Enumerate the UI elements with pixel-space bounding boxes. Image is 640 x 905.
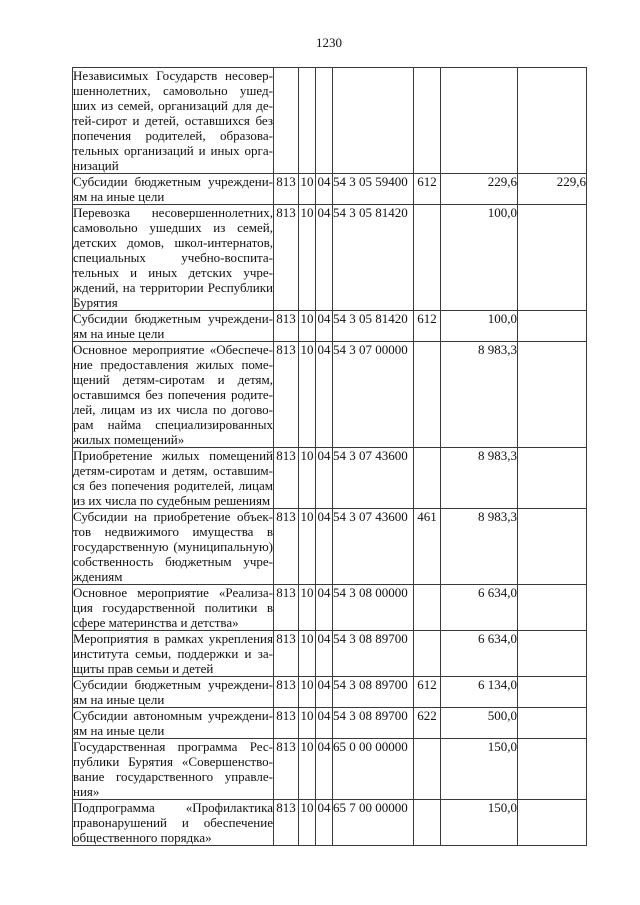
- cell-razdel: 10: [299, 174, 316, 205]
- cell-amount: 8 983,3: [441, 509, 518, 585]
- cell-csr: [333, 68, 414, 174]
- cell-razdel: 10: [299, 677, 316, 708]
- cell-csr: 54 3 05 59400: [333, 174, 414, 205]
- cell-amount2: [518, 342, 587, 448]
- cell-razdel: 10: [299, 800, 316, 846]
- cell-amount2: 229,6: [518, 174, 587, 205]
- cell-csr: 54 3 07 43600: [333, 509, 414, 585]
- cell-amount: [441, 68, 518, 174]
- cell-amount: 6 134,0: [441, 677, 518, 708]
- cell-csr: 54 3 08 89700: [333, 708, 414, 739]
- table-row: [73, 509, 587, 585]
- table-row: [73, 174, 587, 205]
- table-row: [73, 342, 587, 448]
- cell-vr: [414, 800, 441, 846]
- cell-amount: 100,0: [441, 205, 518, 311]
- cell-grbs: 813: [274, 677, 299, 708]
- cell-name: Субсидии на приобретение объектов недвижимого имущества в государственную (муниципальную) собственность бюджетным учреждениям: [73, 509, 273, 584]
- cell-podrazdel: 04: [316, 174, 333, 205]
- cell-grbs: [274, 68, 299, 174]
- cell-grbs: 813: [274, 174, 299, 205]
- cell-csr: 54 3 05 81420: [333, 205, 414, 311]
- cell-amount: 8 983,3: [441, 448, 518, 509]
- cell-amount: 150,0: [441, 800, 518, 846]
- cell-grbs: 813: [274, 708, 299, 739]
- cell-razdel: 10: [299, 509, 316, 585]
- cell-amount: 229,6: [441, 174, 518, 205]
- cell-vr: [414, 631, 441, 677]
- cell-grbs: 813: [274, 585, 299, 631]
- cell-amount: 100,0: [441, 311, 518, 342]
- cell-vr: [414, 585, 441, 631]
- cell-grbs: 813: [274, 509, 299, 585]
- cell-vr: 612: [414, 677, 441, 708]
- cell-podrazdel: 04: [316, 509, 333, 585]
- cell-grbs: 813: [274, 448, 299, 509]
- cell-amount: 8 983,3: [441, 342, 518, 448]
- cell-amount2: [518, 677, 587, 708]
- cell-amount2: [518, 509, 587, 585]
- budget-table: [72, 67, 587, 846]
- cell-podrazdel: 04: [316, 342, 333, 448]
- cell-vr: 612: [414, 174, 441, 205]
- cell-amount2: [518, 631, 587, 677]
- cell-amount2: [518, 205, 587, 311]
- table-row: [73, 708, 587, 739]
- cell-grbs: 813: [274, 739, 299, 800]
- table-row: [73, 739, 587, 800]
- cell-podrazdel: 04: [316, 631, 333, 677]
- cell-csr: 54 3 05 81420: [333, 311, 414, 342]
- cell-grbs: 813: [274, 311, 299, 342]
- cell-vr: [414, 739, 441, 800]
- cell-razdel: 10: [299, 708, 316, 739]
- table-row: [73, 448, 587, 509]
- cell-name: Подпрограмма «Профилактика правонарушений и обеспечение общественного порядка»: [73, 800, 273, 845]
- cell-csr: 54 3 08 89700: [333, 631, 414, 677]
- cell-name: Субсидии бюджетным учреждениям на иные цели: [73, 677, 273, 707]
- cell-csr: 54 3 07 43600: [333, 448, 414, 509]
- cell-csr: 65 7 00 00000: [333, 800, 414, 846]
- cell-amount2: [518, 585, 587, 631]
- cell-csr: 54 3 08 00000: [333, 585, 414, 631]
- cell-razdel: 10: [299, 585, 316, 631]
- cell-amount2: [518, 311, 587, 342]
- cell-name: Субсидии бюджетным учреждениям на иные цели: [73, 174, 273, 204]
- cell-razdel: [299, 68, 316, 174]
- cell-razdel: 10: [299, 205, 316, 311]
- cell-amount2: [518, 448, 587, 509]
- cell-amount2: [518, 739, 587, 800]
- cell-grbs: 813: [274, 205, 299, 311]
- cell-podrazdel: [316, 68, 333, 174]
- cell-amount2: [518, 708, 587, 739]
- cell-csr: 54 3 07 00000: [333, 342, 414, 448]
- cell-name: Мероприятия в рамках укрепления института семьи, поддержки и защиты прав семьи и детей: [73, 631, 273, 676]
- cell-vr: 612: [414, 311, 441, 342]
- cell-name: Субсидии автономным учреждениям на иные цели: [73, 708, 273, 738]
- cell-name: Основное мероприятие «Реализация государственной политики в сфере материнства и детства»: [73, 585, 273, 630]
- table-row: [73, 631, 587, 677]
- cell-grbs: 813: [274, 800, 299, 846]
- cell-csr: 54 3 08 89700: [333, 677, 414, 708]
- cell-razdel: 10: [299, 631, 316, 677]
- table-row: [73, 205, 587, 311]
- cell-podrazdel: 04: [316, 800, 333, 846]
- cell-name: Субсидии бюджетным учреждениям на иные цели: [73, 311, 273, 341]
- table-row: [73, 311, 587, 342]
- cell-vr: [414, 448, 441, 509]
- cell-name: Основное мероприятие «Обеспечение предоставления жилых помещений детям-сиротам и детям, оставшимся без попечения родителей, лицам из их числа по договорам найма специализированных жилых помещений»: [73, 342, 273, 447]
- cell-name: Государственная программа Республики Бурятия «Совершенствование государственного управления»: [73, 739, 273, 799]
- cell-podrazdel: 04: [316, 205, 333, 311]
- cell-amount: 500,0: [441, 708, 518, 739]
- cell-podrazdel: 04: [316, 585, 333, 631]
- cell-razdel: 10: [299, 311, 316, 342]
- cell-csr: 65 0 00 00000: [333, 739, 414, 800]
- cell-razdel: 10: [299, 739, 316, 800]
- cell-podrazdel: 04: [316, 708, 333, 739]
- cell-podrazdel: 04: [316, 677, 333, 708]
- cell-amount: 150,0: [441, 739, 518, 800]
- cell-podrazdel: 04: [316, 448, 333, 509]
- cell-vr: [414, 205, 441, 311]
- cell-vr: 461: [414, 509, 441, 585]
- cell-name: Приобретение жилых помещений детям-сиротам и детям, оставшимся без попечения родителей, лицам из их числа по судебным решениям: [73, 448, 273, 508]
- cell-podrazdel: 04: [316, 739, 333, 800]
- budget-table-body: [73, 68, 587, 846]
- cell-amount: 6 634,0: [441, 631, 518, 677]
- cell-grbs: 813: [274, 631, 299, 677]
- cell-amount2: [518, 68, 587, 174]
- cell-razdel: 10: [299, 448, 316, 509]
- page-number: 1230: [316, 35, 342, 50]
- table-row: [73, 800, 587, 846]
- cell-vr: [414, 342, 441, 448]
- cell-amount: 6 634,0: [441, 585, 518, 631]
- cell-podrazdel: 04: [316, 311, 333, 342]
- table-row: [73, 68, 587, 174]
- cell-amount2: [518, 800, 587, 846]
- table-row: [73, 585, 587, 631]
- table-row: [73, 677, 587, 708]
- cell-name: Независимых Государств несовершеннолетних, самовольно ушедших из семей, организаций для детей-сирот и детей, оставшихся без попечения родителей, образовательных организаций и иных организаций: [73, 68, 273, 173]
- cell-vr: [414, 68, 441, 174]
- cell-name: Перевозка несовершеннолетних, самовольно ушедших из семей, детских домов, школ-интернатов, специальных учебно-воспитательных и иных детских учреждений, на территории Республики Бурятия: [73, 205, 273, 310]
- cell-vr: 622: [414, 708, 441, 739]
- cell-razdel: 10: [299, 342, 316, 448]
- cell-grbs: 813: [274, 342, 299, 448]
